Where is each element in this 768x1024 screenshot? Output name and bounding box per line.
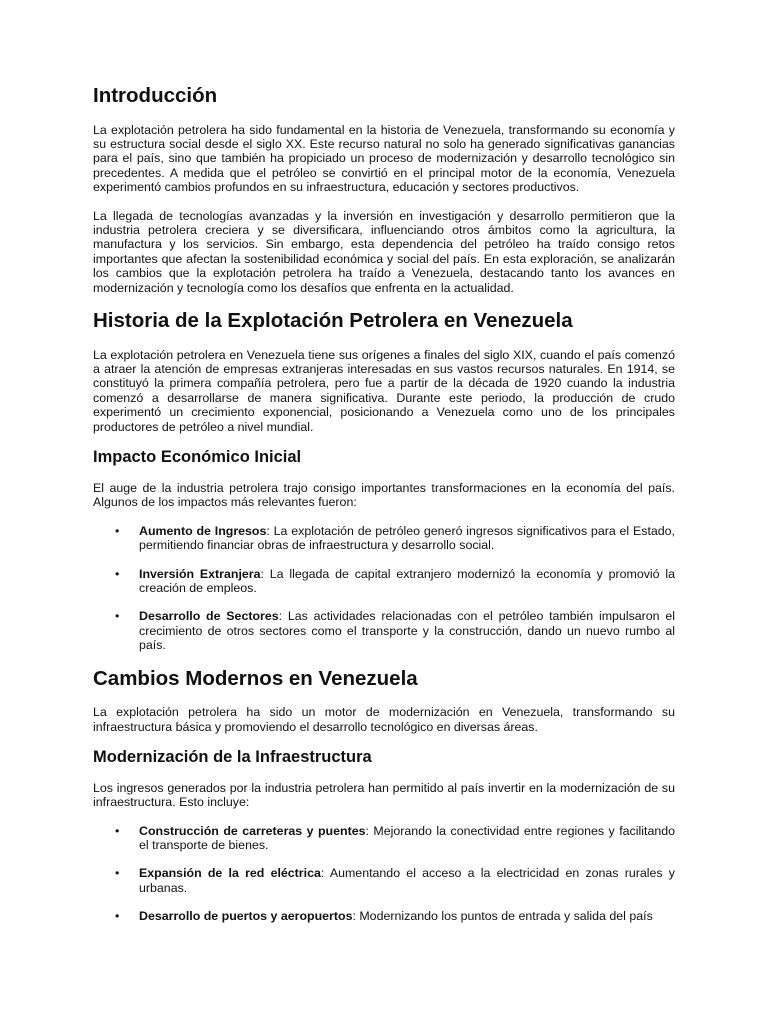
- heading-impacto-economico: Impacto Económico Inicial: [93, 448, 302, 467]
- list-item-text: : Aumentando el acceso a la electricidad en zonas rurales y urbanas.: [139, 866, 675, 895]
- heading-modernizacion-infraestructura: Modernización de la Infraestructura: [93, 747, 372, 766]
- list-item-text: : Las actividades relacionadas con el petróleo también impulsaron el crecimiento de otros sectores como el transporte y la construcción, dando un nuevo rumbo al país.: [139, 609, 675, 653]
- list-item-text: : La llegada de capital extranjero modernizó la economía y promovió la creación de empleos.: [139, 566, 676, 595]
- list-item-term: Expansión de la red eléctrica: [139, 866, 321, 881]
- infra-paragraph-1: Los ingresos generados por la industria petrolera han permitido al país invertir en la modernización de su infraestructura. Esto incluye:: [93, 780, 675, 810]
- intro-paragraph-2: La llegada de tecnologías avanzadas y la inversión en investigación y desarrollo permitieron que la industria petrolera creciera y se diversificara, influenciando otros ámbitos como la agricultura, la manufactura y los servicios. Sin embargo, esta dependencia del petróleo ha traído consigo retos importantes que afectan la sostenibilidad económica y social del país. En esta exploración, se analizarán los cambios que la explotación petrolera ha traído a Venezuela, destacando tanto los avances en modernización y tecnología como los desafíos que enfrenta en la actualidad.: [93, 208, 675, 295]
- infra-list: [93, 824, 675, 924]
- impact-paragraph-1: El auge de la industria petrolera trajo consigo importantes transformaciones en la economía del país. Algunos de los impactos más relevantes fueron:: [93, 480, 675, 510]
- heading-cambios-modernos: Cambios Modernos en Venezuela: [93, 666, 418, 690]
- list-item-text: : La explotación de petróleo generó ingresos significativos para el Estado, permitiendo financiar obras de infraestructura y desarrollo social.: [139, 523, 675, 553]
- list-item-term: Desarrollo de puertos y aeropuertos: [139, 909, 353, 924]
- list-item: [93, 524, 675, 553]
- modern-paragraph-1: La explotación petrolera ha sido un motor de modernización en Venezuela, transformando su infraestructura básica y promoviendo el desarrollo tecnológico en diversas áreas.: [93, 705, 675, 734]
- list-item-term: Construcción de carreteras y puentes: [139, 823, 366, 838]
- list-item: [93, 609, 675, 652]
- heading-historia: Historia de la Explotación Petrolera en Venezuela: [93, 309, 573, 333]
- list-item-text: : Mejorando la conectividad entre regiones y facilitando el transporte de bienes.: [139, 823, 676, 852]
- list-item-term: Desarrollo de Sectores: [139, 609, 279, 624]
- list-item-term: Aumento de Ingresos: [139, 523, 267, 538]
- heading-introduccion: Introducción: [93, 84, 218, 107]
- list-item-term: Inversión Extranjera: [139, 566, 261, 581]
- impact-list: [93, 524, 675, 653]
- list-item: [93, 866, 675, 895]
- history-paragraph-1: La explotación petrolera en Venezuela tiene sus orígenes a finales del siglo XIX, cuando el país comenzó a atraer la atención de empresas extranjeras interesadas en sus vastos recursos naturales. En 1914, se constituyó la primera compañía petrolera, pero fue a partir de la década de 1920 cuando la industria comenzó a desarrollarse de manera significativa. Durante este periodo, la producción de crudo experimentó un crecimiento exponencial, posicionando a Venezuela como uno de los principales productores de petróleo a nivel mundial.: [93, 347, 675, 434]
- list-item: [93, 567, 675, 596]
- intro-paragraph-1: La explotación petrolera ha sido fundamental en la historia de Venezuela, transformando su economía y su estructura social desde el siglo XX. Este recurso natural no solo ha generado significativas ganancias para el país, sino que también ha propiciado un proceso de modernización y desarrollo tecnológico sin precedentes. A medida que el petróleo se convirtió en el principal motor de la economía, Venezuela experimentó cambios profundos en su infraestructura, educación y sectores productivos.: [93, 122, 675, 195]
- list-item: [93, 909, 675, 923]
- list-item: [93, 824, 675, 853]
- list-item-text: : Modernizando los puntos de entrada y salida del país: [352, 909, 653, 924]
